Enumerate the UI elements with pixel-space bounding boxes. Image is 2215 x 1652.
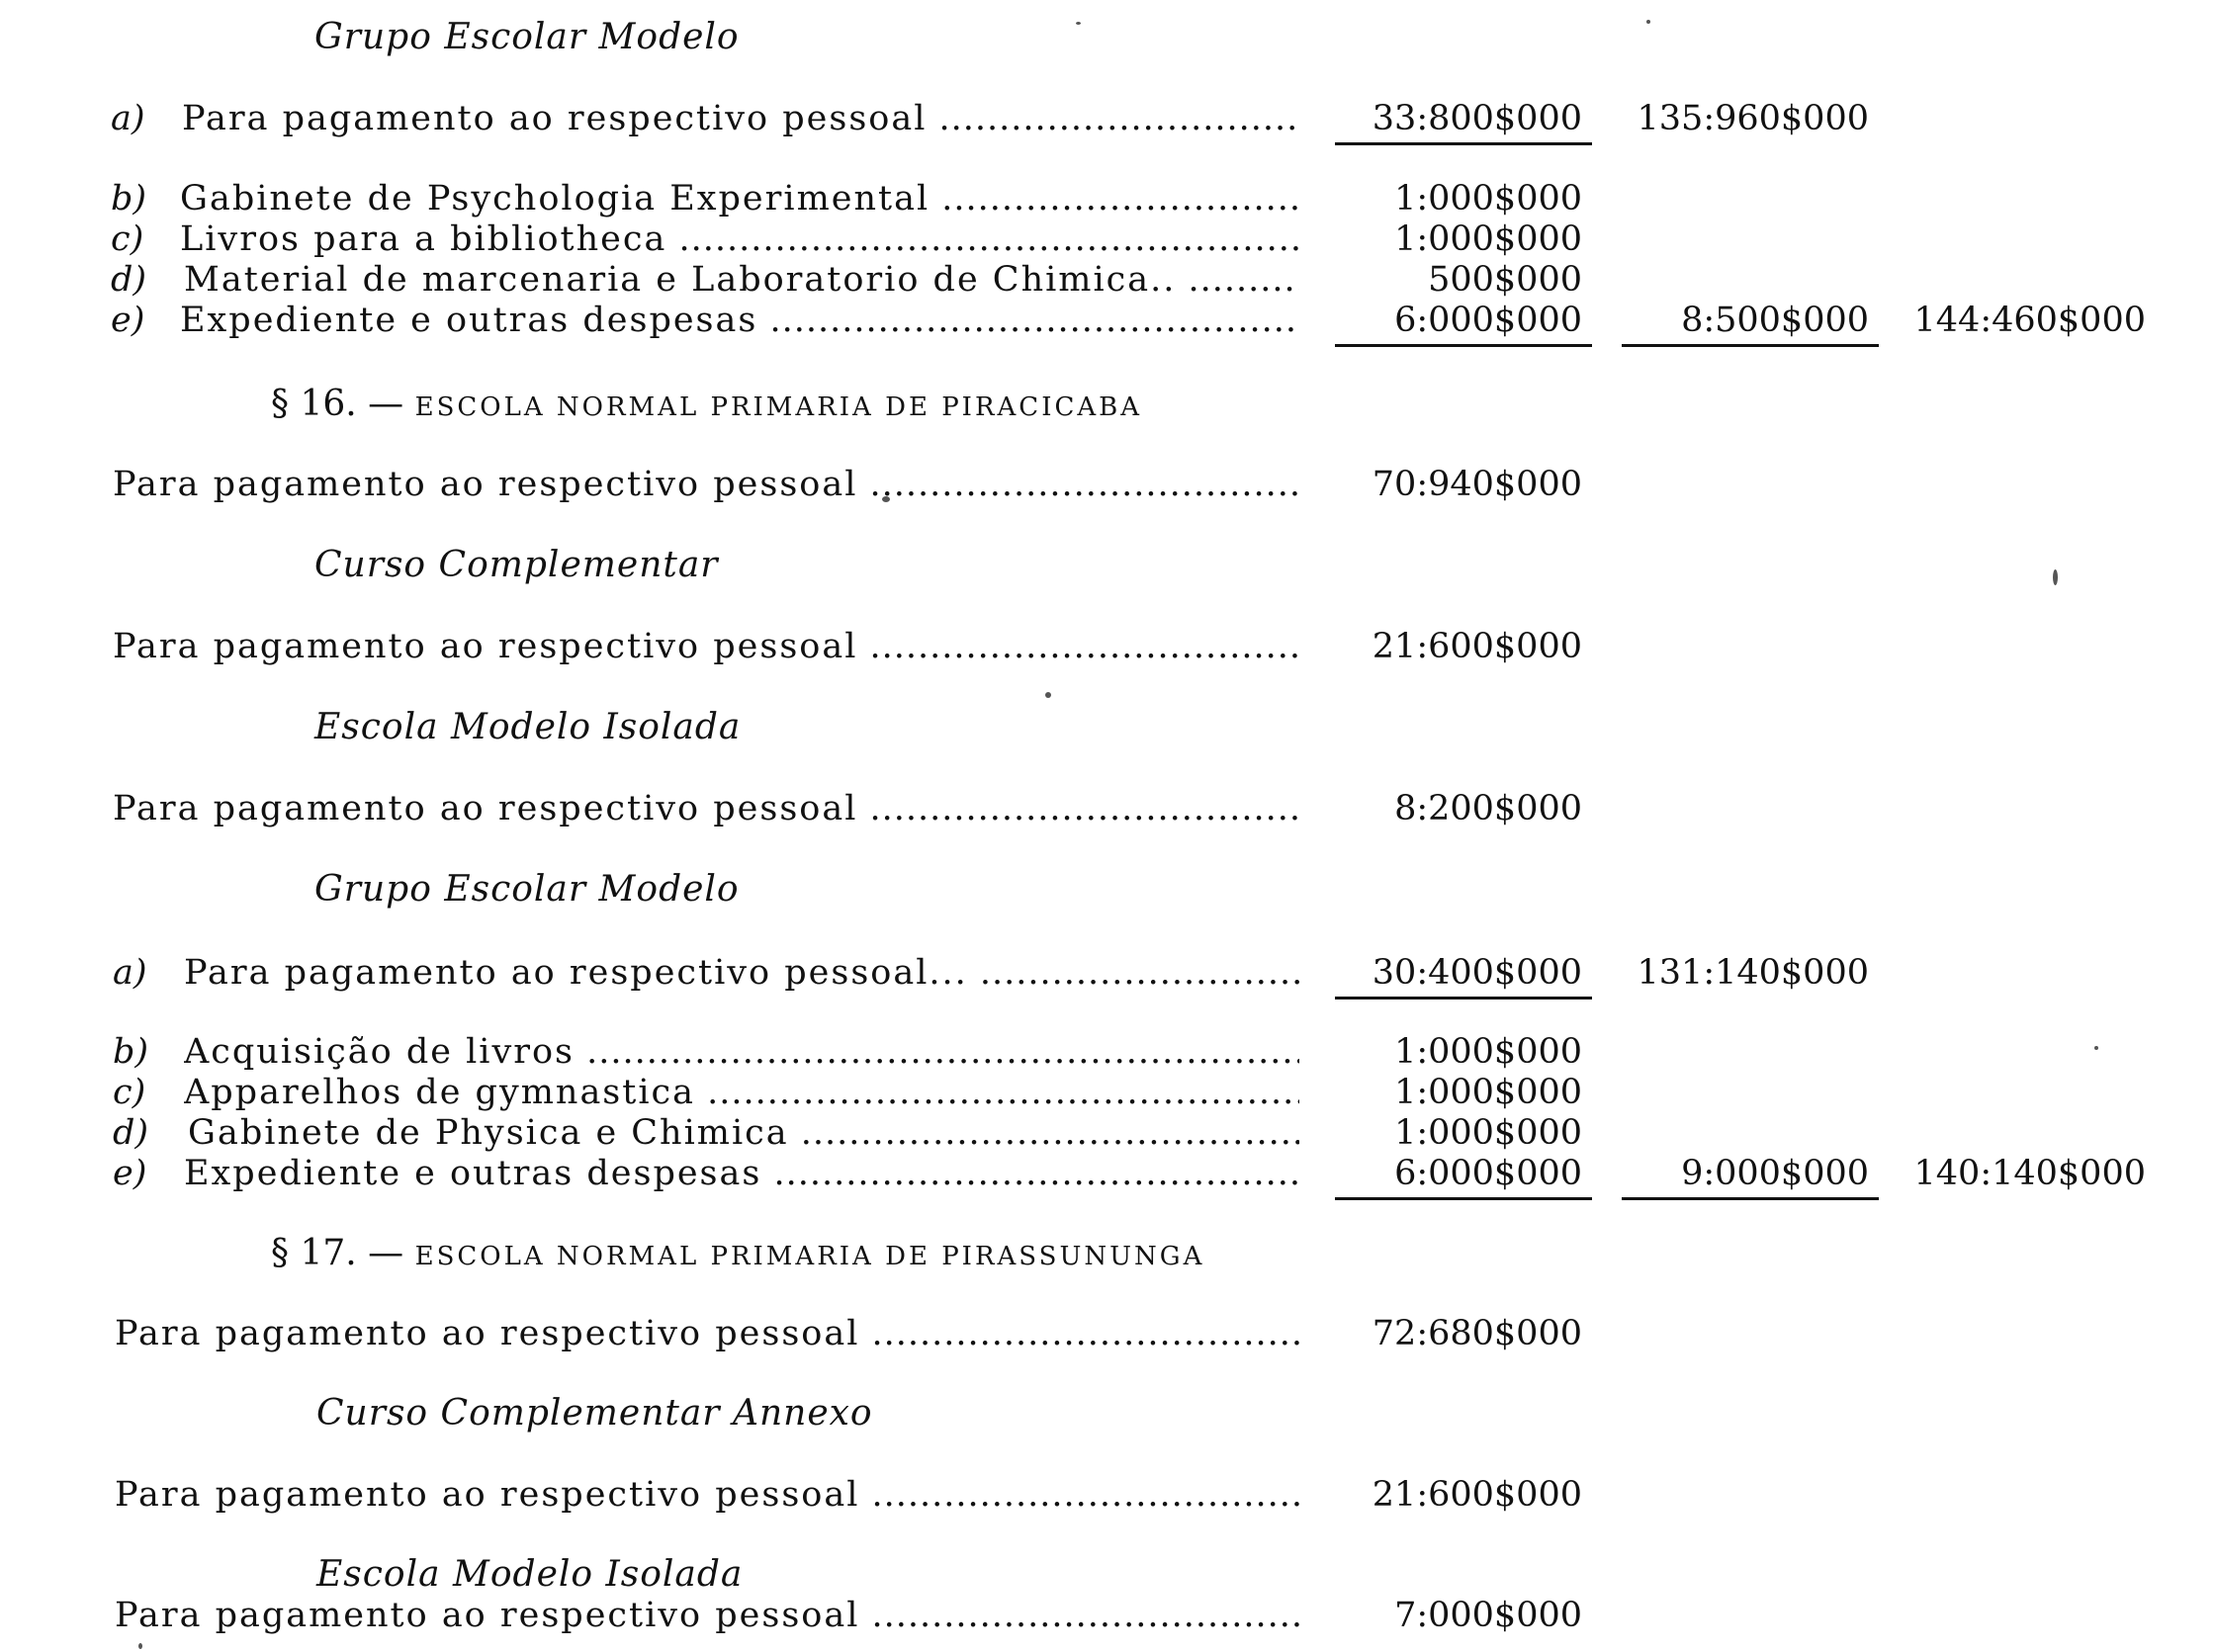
item-description: Expediente e outras despesas ..... [184, 1151, 1299, 1196]
item-description: Material de marcenaria e Laboratorio de Chimica.. ..... [184, 257, 1299, 303]
section-title: ESCOLA NORMAL PRIMARIA DE PIRACICABA [414, 392, 1143, 422]
item-letter: d) [111, 260, 147, 300]
item-description: Acquisição de livros ..... [184, 1029, 1299, 1075]
amount-col3-total: 144:460$000 [1913, 301, 2146, 340]
item-description: Para pagamento ao respectivo pessoal ..... [115, 1311, 1299, 1356]
budget-row [0, 786, 2215, 831]
item-letter: d) [113, 1113, 149, 1153]
amount-col1: 1:000$000 [1394, 219, 1582, 259]
subheading-curso-complementar: Curso Complementar [314, 545, 719, 585]
budget-row [0, 950, 2215, 996]
amount-col1: 1:000$000 [1394, 179, 1582, 218]
scan-speck [2094, 1046, 2098, 1050]
item-letter: a) [111, 99, 145, 138]
amount-col1: 72:680$000 [1372, 1314, 1582, 1353]
item-description: Para pagamento ao respectivo pessoal... ..... [184, 950, 1299, 996]
amount-col2: 135:960$000 [1637, 99, 1869, 138]
budget-row [0, 1151, 2215, 1196]
amount-col1: 30:400$000 [1335, 950, 1582, 996]
budget-row [0, 298, 2215, 343]
amount-col1: 21:600$000 [1372, 627, 1582, 666]
item-description: Para pagamento ao respectivo pessoal ..... [115, 1593, 1299, 1638]
item-description: Para pagamento ao respectivo pessoal ..... [113, 786, 1299, 831]
section-number: § 17. — [271, 1233, 404, 1273]
amount-col1: 7:000$000 [1394, 1596, 1582, 1635]
subheading-escola-modelo-isolada: Escola Modelo Isolada [316, 1554, 744, 1595]
item-letter: b) [111, 179, 147, 218]
budget-row [0, 1070, 2215, 1115]
amount-col1: 21:600$000 [1372, 1475, 1582, 1515]
budget-row [0, 96, 2215, 141]
budget-row [0, 176, 2215, 221]
item-description: Livros para a bibliotheca ..... [180, 217, 1299, 262]
scan-speck [1045, 692, 1051, 698]
section-number: § 16. — [271, 384, 404, 424]
scan-speck [1076, 22, 1081, 25]
subheading-escola-modelo-isolada: Escola Modelo Isolada [314, 707, 742, 747]
amount-col1: 8:200$000 [1394, 789, 1582, 828]
section-title: ESCOLA NORMAL PRIMARIA DE PIRASSUNUNGA [414, 1242, 1205, 1271]
budget-row [0, 1110, 2215, 1156]
scan-speck [138, 1643, 142, 1649]
item-description: Para pagamento ao respectivo pessoal ..... [113, 624, 1299, 669]
budget-row [0, 1472, 2215, 1518]
item-description: Gabinete de Physica e Chimica ..... [188, 1110, 1299, 1156]
item-description: Gabinete de Psychologia Experimental ..... [180, 176, 1299, 221]
item-letter: a) [113, 953, 147, 993]
item-description: Para pagamento ao respectivo pessoal ..... [182, 96, 1299, 141]
amount-col1: 500$000 [1428, 260, 1582, 300]
amount-col2: 131:140$000 [1637, 953, 1869, 993]
item-letter: b) [113, 1032, 149, 1072]
section-17-heading [271, 1231, 1204, 1279]
budget-row [0, 624, 2215, 669]
amount-col1: 1:000$000 [1394, 1032, 1582, 1072]
item-letter: c) [111, 219, 144, 259]
section-16-heading [271, 382, 1142, 430]
item-description: Apparelhos de gymnastica ..... [184, 1070, 1299, 1115]
scan-speck [882, 496, 890, 502]
item-description: Para pagamento ao respectivo pessoal ..... [113, 462, 1299, 507]
item-letter: e) [113, 1154, 147, 1193]
scan-speck [1646, 20, 1650, 24]
amount-col2: 8:500$000 [1622, 298, 1869, 343]
budget-row [0, 1029, 2215, 1075]
subheading-curso-complementar-annexo: Curso Complementar Annexo [316, 1393, 873, 1434]
amount-col1: 1:000$000 [1394, 1073, 1582, 1112]
item-letter: e) [111, 301, 145, 340]
subheading-grupo-escolar-modelo: Grupo Escolar Modelo [314, 17, 740, 57]
scan-speck [2053, 569, 2058, 585]
item-description: Expediente e outras despesas ..... [180, 298, 1299, 343]
budget-row [0, 1593, 2215, 1638]
budget-row [0, 257, 2215, 303]
subheading-grupo-escolar-modelo: Grupo Escolar Modelo [314, 869, 740, 910]
amount-col1: 1:000$000 [1394, 1113, 1582, 1153]
budget-row [0, 217, 2215, 262]
item-description: Para pagamento ao respectivo pessoal ..... [115, 1472, 1299, 1518]
amount-col1: 6:000$000 [1335, 1151, 1582, 1196]
item-letter: c) [113, 1073, 146, 1112]
amount-col3-total: 140:140$000 [1913, 1154, 2146, 1193]
amount-col1: 33:800$000 [1335, 96, 1582, 141]
budget-row [0, 462, 2215, 507]
amount-col1: 6:000$000 [1335, 298, 1582, 343]
amount-col2: 9:000$000 [1622, 1151, 1869, 1196]
amount-col1: 70:940$000 [1372, 465, 1582, 504]
budget-row [0, 1311, 2215, 1356]
